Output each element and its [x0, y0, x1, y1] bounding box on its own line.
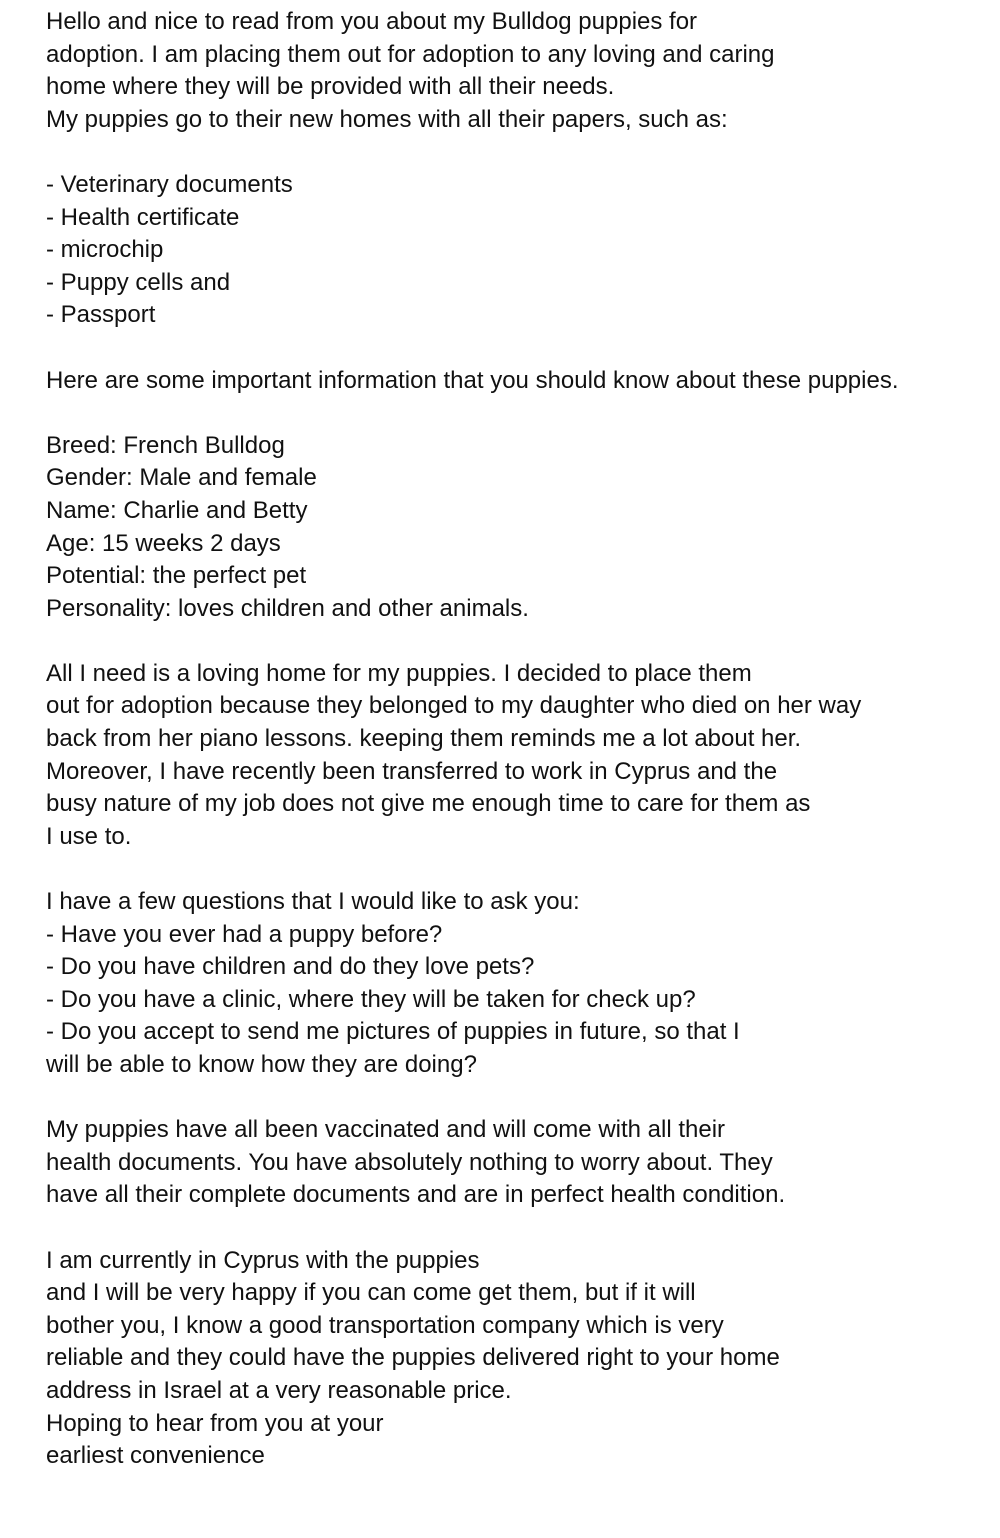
paragraph	[46, 169, 960, 332]
letter-body	[46, 6, 960, 1473]
text-line: - Do you have children and do they love pets?	[46, 953, 535, 981]
text-line: Age: 15 weeks 2 days	[46, 529, 281, 557]
text-line: back from her piano lessons. keeping them reminds me a lot about her.	[46, 725, 802, 753]
text-line: I am currently in Cyprus with the puppies	[46, 1246, 480, 1274]
text-line: Personality: loves children and other animals.	[46, 594, 529, 622]
text-line: Moreover, I have recently been transferred to work in Cyprus and the	[46, 757, 778, 785]
text-line: - Health certificate	[46, 203, 240, 231]
text-line: Potential: the perfect pet	[46, 562, 307, 590]
text-line: bother you, I know a good transportation company which is very	[46, 1311, 724, 1339]
text-line: My puppies have all been vaccinated and will come with all their	[46, 1116, 726, 1144]
text-line: - Do you have a clinic, where they will be taken for check up?	[46, 985, 696, 1013]
text-line: Name: Charlie and Betty	[46, 496, 308, 524]
text-line: earliest convenience	[46, 1442, 265, 1470]
text-line: My puppies go to their new homes with all their papers, such as:	[46, 105, 728, 133]
paragraph	[46, 1114, 960, 1212]
paragraph	[46, 6, 960, 136]
text-line: Hoping to hear from you at your	[46, 1409, 384, 1437]
text-line: All I need is a loving home for my puppies. I decided to place them	[46, 659, 752, 687]
paragraph	[46, 658, 960, 854]
text-line: out for adoption because they belonged to my daughter who died on her way	[46, 692, 862, 720]
text-line: adoption. I am placing them out for adoption to any loving and caring	[46, 40, 775, 68]
text-line: Hello and nice to read from you about my Bulldog puppies for	[46, 8, 698, 35]
text-line: I have a few questions that I would like to ask you:	[46, 888, 580, 916]
text-line: and I will be very happy if you can come get them, but if it will	[46, 1279, 696, 1307]
text-line: reliable and they could have the puppies delivered right to your home	[46, 1344, 780, 1372]
paragraph	[46, 430, 960, 626]
text-line: I use to.	[46, 822, 132, 850]
text-line: - Do you accept to send me pictures of puppies in future, so that I	[46, 1018, 740, 1046]
paragraph	[46, 886, 960, 1082]
text-line: busy nature of my job does not give me enough time to care for them as	[46, 790, 811, 818]
text-line: - Passport	[46, 301, 156, 329]
text-line: Breed: French Bulldog	[46, 431, 285, 459]
text-line: Here are some important information that you should know about these puppies.	[46, 366, 899, 394]
paragraph	[46, 1245, 960, 1473]
text-line: home where they will be provided with all their needs.	[46, 73, 615, 101]
text-line: - Puppy cells and	[46, 268, 231, 296]
text-line: - Veterinary documents	[46, 170, 293, 198]
text-line: will be able to know how they are doing?	[46, 1051, 477, 1078]
paragraph	[46, 365, 960, 398]
text-line: Gender: Male and female	[46, 464, 317, 492]
text-line: - microchip	[46, 236, 164, 264]
text-line: address in Israel at a very reasonable price.	[46, 1376, 512, 1404]
text-line: - Have you ever had a puppy before?	[46, 920, 443, 948]
text-line: have all their complete documents and are in perfect health condition.	[46, 1181, 786, 1209]
text-line: health documents. You have absolutely nothing to worry about. They	[46, 1148, 773, 1176]
